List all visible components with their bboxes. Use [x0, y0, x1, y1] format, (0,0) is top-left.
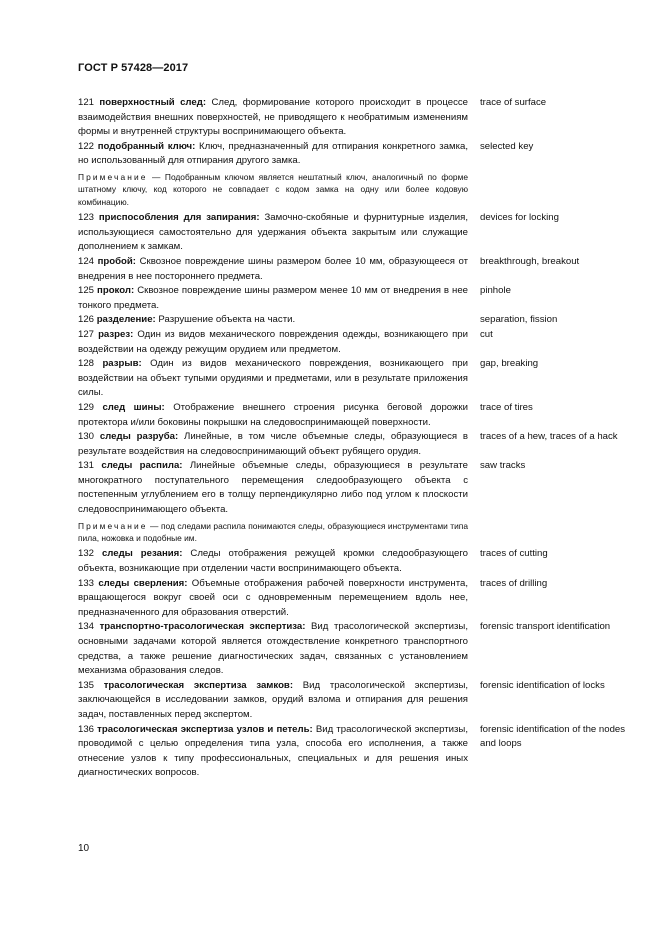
note-label: Примечание — [78, 171, 148, 182]
term-english: trace of surface — [480, 97, 547, 108]
term-definition: Вид трасологической экспертизы, заключающейся в исследовании замков, орудий взлома и отпирания для решения задач, поставленных перед экспертом. — [78, 679, 469, 720]
term-number: 123 — [78, 212, 95, 224]
term-entry-123 — [78, 211, 632, 255]
term-number: 121 — [78, 97, 95, 108]
term-english: forensic transport identification — [480, 621, 611, 633]
term-title: транспортно-трасологическая экспертиза: — [99, 621, 306, 633]
note-122 — [78, 171, 468, 208]
term-english: selected key — [480, 140, 534, 152]
term-title: след шины: — [102, 401, 165, 413]
term-title: пробой: — [97, 255, 137, 267]
term-definition: Сквозное повреждение шины размером менее 10 мм от внедрения в нее тонкого предмета. — [78, 285, 469, 311]
term-number: 128 — [78, 358, 95, 370]
term-title: разделение: — [96, 314, 156, 326]
term-english: trace of tires — [480, 401, 533, 413]
term-number: 136 — [78, 723, 95, 735]
term-definition: Сквозное повреждение шины размером более 10 мм, образующееся от внедрения в нее постороннего предмета. — [78, 255, 468, 282]
term-entry-121 — [78, 96, 632, 140]
term-definition: Линейные, в том числе объемные следы, образующиеся в результате воздействия на следовоспринимающий объект рубящего орудия. — [78, 431, 469, 457]
term-number: 126 — [78, 314, 95, 326]
term-title: трасологическая экспертиза замков: — [103, 679, 294, 691]
term-english: devices for locking — [480, 212, 559, 224]
term-entry-133 — [78, 577, 632, 621]
term-english: saw tracks — [480, 460, 526, 472]
term-title: поверхностный след: — [99, 97, 207, 108]
term-english: cut — [480, 328, 493, 340]
term-entry-125 — [78, 284, 632, 313]
term-entry-131 — [78, 459, 632, 517]
term-entry-130 — [78, 430, 632, 459]
term-definition: Следы отображения режущей кромки следообразующего объекта, возникающие при отделении части воспринимающего объекта. — [78, 548, 469, 575]
term-english: forensic identification of the nodes and loops — [480, 723, 626, 750]
term-definition: След, формирование которого происходит в процессе взаимодействия внешних поверхностей, не приводящего к необратимым изменениям формы и внутренней структуры воспринимающего объекта. — [78, 97, 468, 138]
term-entry-126 — [78, 313, 632, 328]
term-entry-129 — [78, 401, 632, 430]
term-number: 135 — [78, 679, 95, 691]
term-definition: Ключ, предназначенный для отпирания конкретного замка, но использованный для отпирания другого замка. — [78, 140, 468, 167]
term-entry-128 — [78, 357, 632, 401]
note-131 — [78, 520, 468, 545]
term-definition: Вид трасологической экспертизы, проводимой с целью определения типа узла, способа его исполнения, а также отнесение узлов к типу профессиональных, специальных и для решения иных диагностических вопросов. — [78, 723, 468, 779]
term-definition: Отображение внешнего строения рисунка беговой дорожки протектора и/или боковины покрышки на следовоспринимающей поверхности. — [78, 401, 468, 428]
term-title: следы разруба: — [99, 431, 179, 443]
term-number: 132 — [78, 548, 95, 560]
term-title: следы распила: — [101, 460, 183, 472]
term-definition: Один из видов механического повреждения одежды, возникающего при воздействии на одежду режущим орудием или предметом. — [78, 328, 468, 355]
term-entry-136 — [78, 723, 632, 781]
term-definition: Объемные отображения рабочей поверхности инструмента, вращающегося вокруг своей оси с одновременным перемещением вдоль нее, предназначенного для образования отверстий. — [78, 577, 468, 618]
term-number: 129 — [78, 401, 95, 413]
term-definition: Вид трасологической экспертизы, основными задачами которой является отождествление конкретного транспортного средства, а также решение диагностических задач, связанных с установлением механизма образования следов. — [78, 621, 468, 677]
term-english: traces of drilling — [480, 577, 548, 589]
term-definition: Линейные объемные следы, образующиеся в результате многократного поступательного перемещения следообразующего объекта с постепенным углублением его в толщу перпендикулярно либо под углом к плоскости следовоспринимающего объекта. — [78, 460, 468, 516]
term-title: следы сверления: — [98, 577, 188, 589]
term-title: трасологическая экспертиза узлов и петель: — [97, 723, 313, 735]
term-title: прокол: — [97, 285, 135, 297]
term-entry-127 — [78, 328, 632, 357]
term-number: 127 — [78, 328, 95, 340]
term-entry-124 — [78, 255, 632, 284]
term-number: 133 — [78, 577, 95, 589]
term-number: 124 — [78, 255, 95, 267]
note-text: — Подобранным ключом является нештатный ключ, аналогичный по форме штатному ключу, код которого не совпадает с кодом замка на одну или более кодовую комбинацию. — [78, 171, 468, 207]
term-number: 134 — [78, 621, 95, 633]
page-number: 10 — [78, 843, 90, 854]
term-definition: Разрушение объекта на части. — [158, 314, 296, 326]
term-title: разрыв: — [102, 358, 142, 370]
term-number: 122 — [78, 140, 95, 152]
term-entry-135 — [78, 679, 632, 723]
document-header: ГОСТ Р 57428—2017 — [78, 62, 189, 74]
term-title: следы резания: — [101, 548, 183, 560]
term-english: traces of cutting — [480, 548, 548, 560]
term-english: separation, fission — [480, 314, 558, 326]
term-title: приспособления для запирания: — [98, 212, 260, 224]
term-number: 131 — [78, 460, 95, 472]
term-entry-134 — [78, 620, 632, 678]
term-entry-122 — [78, 140, 632, 169]
term-number: 125 — [78, 285, 95, 297]
term-english: breakthrough, breakout — [480, 255, 580, 267]
term-number: 130 — [78, 431, 95, 443]
term-english: gap, breaking — [480, 358, 539, 370]
term-definition: Один из видов механического повреждения, возникающего при воздействии на объект тупыми орудиями и предметами, или в результате приложения силы. — [78, 358, 469, 399]
term-title: разрез: — [98, 328, 134, 340]
term-english: pinhole — [480, 285, 511, 297]
term-entry-132 — [78, 547, 632, 576]
note-label: Примечание — [78, 520, 148, 531]
term-english: forensic identification of locks — [480, 679, 605, 691]
term-english: traces of a hew, traces of a hack — [480, 431, 618, 443]
term-definition: Замочно-скобяные и фурнитурные изделия, использующиеся самостоятельно для удержания объекта закрытым или служащие дополнением к замкам. — [78, 212, 469, 253]
term-title: подобранный ключ: — [97, 140, 196, 152]
document-body — [78, 96, 632, 781]
note-text: — под следами распила понимаются следы, образующиеся инструментами типа пила, ножовка и подобные им. — [78, 520, 469, 544]
